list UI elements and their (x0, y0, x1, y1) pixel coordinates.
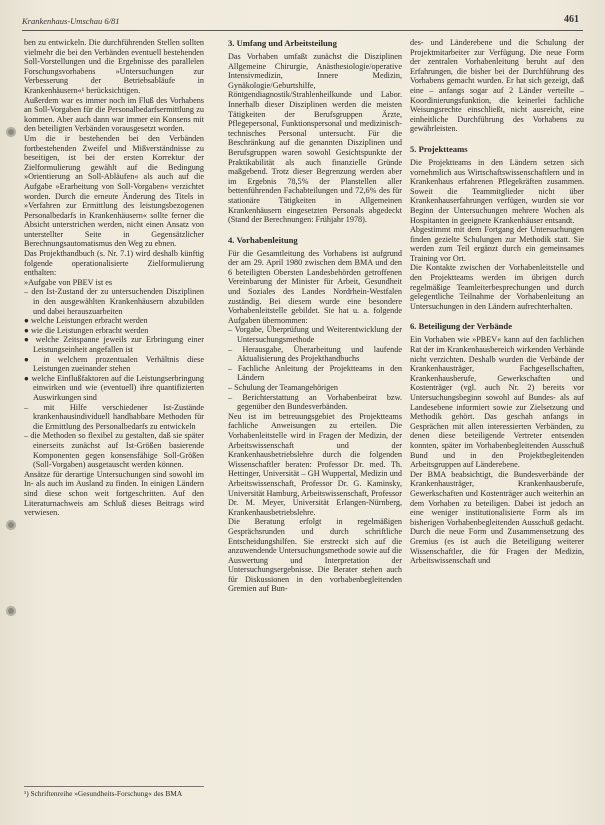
column-3 (410, 38, 584, 818)
paragraph: Um die ir bestehenden bei den Verbänden fortbestehenden Zweifel und Mißverständnisse zu beseitigen, ist bei der ersten Korrektur der Zielformulierung gewählt auf die Bedingung »Orientierung an Soll-Abläufen« als auch auf die Aufgabe »Erarbeitung von Soll-Vorgaben« verzichtet worden. Durch die erneute Änderung des Titels in »Verfahren zur Ermittlung des leistungsbezogenen Personalbedarfs in Krankenhäusern« sollte ferner die Absicht unterstrichen werden, nicht einen Ansatz von unterstellter Seite in Gegensätzlicher Berechnungsautomatismus den Weg zu ebnen. (24, 133, 204, 249)
paragraph: Der BMA beabsichtigt, die Bundesverbände der Krankenhausträger, Krankenhausberufe, Gewerkschaften und Kostenträger auch weiterhin an dem Vorhaben zu beteiligen. Dabei ist jedoch an eine weniger institutionalisierte Form als im bisherigen Vorhabenbegleitenden Ausschuß gedacht. Durch die neue Form und Zusammensetzung des Gremius (es ist auch die Beteiligung weiterer Wissenschaftler, die für Fragen der Medizin, Arbeitswissenschaft und (410, 469, 584, 566)
binder-hole (6, 606, 16, 616)
paragraph: »Aufgabe von PBEV ist es (24, 277, 113, 287)
list-item: ● welche Einflußfaktoren auf die Leistungserbringung einwirken und wie (eventuell) ihre quantifizierten Auswirkungen sind (24, 373, 204, 402)
paragraph: Abgestimmt mit dem Fortgang der Untersuchungen finden gezielte Schulungen zur Methodik statt. Sie werden zum Teil ergänzt durch ein gemeinsames Training vor Ort. (410, 225, 584, 263)
list-item: – die Methoden so flexibel zu gestalten, daß sie später einerseits zunächst auf Ist-Größen basierende Komponenten gegen konsensfähige Soll-Größen (Soll-Vorgaben) ausgetauscht werden können. (24, 431, 204, 470)
paragraph: Neu ist im betreuungsgebiet des Projektteams fachliche Anweisungen zu erteilen. Die Vorhabenleitstelle wird in Fragen der Medizin, der Arbeitswissenschaft und der Krankenhausbetriebslehre durch die folgenden Wissenschaftler beraten: Professor Dr. med. Th. Hettinger, Universität – GH Wuppertal, Medizin und Arbeitswissenschaft, Professor Dr. G. Kaminsky, Universität Hamburg, Arbeitswissenschaft, Professor Dr. M. Meyer, Universität Erlangen-Nürnberg, Krankenhausbetriebslehre. (228, 411, 402, 517)
paragraph: Die Kontakte zwischen der Vorhabenleitstelle und den Projektteams werden im übrigen durch regelmäßige Teamleiterbesprechungen und durch gelegentliche Teilnahme der Vorhabenleitung an Untersuchungen in den Ländern aufrechterhalten. (410, 263, 584, 311)
list-item: ● welche Zeitspanne jeweils zur Erbringung einer Leistungseinheit angefallen ist (24, 335, 204, 354)
list-item: ● wie die Leistungen erbracht werden (24, 325, 149, 335)
footnote: ¹) Schriftenreihe »Gesundheits-Forschung« des BMA (24, 786, 204, 799)
paragraph: des- und Länderebene und die Schulung der Projektmitarbeiter zur Verfügung. Die neue Form der zentralen Vorhabenleitung beruht auf den Erfahrungen, die bisher bei der Durchführung des Vorhabens gemacht wurden. Er hat sich gezeigt, daß eine – anfangs sogar auf 2 Länder verteilte – Koordinierungsfunktion, die keinerlei fachliche Weisungsrechte einschließt, nicht ausreicht, eine einheitliche Durchführung des Vorhabens zu gewährleisten. (410, 38, 584, 134)
paragraph: Ansätze für derartige Untersuchungen sind sowohl im In- als auch im Ausland zu finden. In einigen Ländern sind diese schon weit fortgeschritten. Auf den Literaturnachweis am Schluß dieses Beitrags wird verwiesen. (24, 469, 204, 518)
section-heading: 4. Vorhabenleitung (228, 234, 298, 245)
binder-hole (6, 127, 16, 137)
paragraph: Für die Gesamtleitung des Vorhabens ist aufgrund der am 29. April 1980 zwischen dem BMA und den 6 beteiligten Obersten Landesbehörden getroffenen Vereinbarung der Minister für Arbeit, Gesundheit und Soziales des Landes Nordrhein-Westfalen zuständig. Bei diesem wurde eine besondere Vorhabenleitstelle gebildet. Sie hat u. a. folgende Aufgaben übernommen: (228, 248, 402, 325)
paragraph: Die Beratung erfolgt in regelmäßigen Gesprächsrunden und durch schriftliche Entscheidungshilfen. Sie erstreckt sich auf die anzuwendende Untersuchungsmethode sowie auf die Auswertung und Interpretation der Untersuchungsergebnisse. Die Berater stehen auch für Diskussionen in den vorhabenbegleitenden Gremien auf Bun- (228, 517, 402, 594)
paragraph: Außerdem war es immer noch im Fluß des Vorhabens an Soll-Vorgaben für die Personalbedarfsermittlung zu kommen. Aber auch dann war immer ein Konsens mit den beteiligten Verbänden vorausgesetzt worden. (24, 95, 204, 134)
list-item: ● welche Leistungen erbracht werden (24, 316, 148, 326)
section-heading: 5. Projektteams (410, 143, 468, 154)
column-1 (24, 38, 204, 818)
list-item: – den Ist-Zustand der zu untersuchenden Disziplinen in den ausgewählten Krankenhäusern abzubilden und dabei herauszuarbeiten (24, 287, 204, 316)
list-item: – Herausgabe, Überarbeitung und laufende Aktualisierung des Projekthandbuchs (228, 344, 402, 364)
column-2 (228, 38, 402, 818)
list-item: – Vorgabe, Überprüfung und Weiterentwicklung der Untersuchungsmethode (228, 325, 402, 345)
header-rule (22, 30, 583, 31)
paragraph: Das Projekthandbuch (s. Nr. 7.1) wird deshalb künftig folgende operationalisierte Zielformulierung enthalten: (24, 249, 204, 278)
list-item: – Schulung der Teamangehörigen (228, 383, 339, 392)
section-heading: 3. Umfang und Arbeitsteilung (228, 38, 337, 48)
list-item: – Berichterstattung an Vorhabenbeirat bzw. gegenüber den Bundesverbänden. (228, 392, 402, 412)
paragraph: Die Projektteams in den Ländern setzen sich vornehmlich aus Wirtschaftswissenschaftlern und in Krankenhaus erfahrenen Pflegekräften zusammen. Soweit die Teammitglieder nicht über Krankenhauserfahrungen verfügen, wurden sie vor Beginn der Untersuchungen mehrere Wochen als Hospitanten in geeignete Krankenhäuser entsandt. (410, 157, 584, 225)
section-heading: 6. Beteiligung der Verbände (410, 321, 513, 332)
running-header (22, 14, 583, 28)
paragraph: Ein Vorhaben wie »PBEV« kann auf den fachlichen Rat der im Krankenhausbereich wirkenden Verbände nicht verzichten. Deshalb wurden die Verbände der Krankenhausträger, Fachgesellschaften, Krankenhausberufe, Gewerkschaften und Kostenträger (vgl. auch Nr. 2) bereits vor Untersuchungsbeginn sowohl auf Bundes- als auf Landesebene informiert sowie zur Zielsetzung und Methodik gehört. Das geschah anfangs in Gesprächen mit allen interessierten Verbänden, zu denen diese beteiligende Vertreter entsenden konnten, später im Vorhabenbegleitenden Ausschuß Bund und in den Projektbegleitenden Arbeitsgruppen auf Länderebene. (410, 335, 584, 470)
paragraph: ben zu entwickeln. Die durchführenden Stellen sollten vielmehr die bei den Verbänden eventuell bestehenden Soll-Vorstellungen und die Ergebnisse des parallelen Forschungsvorhabens »Untersuchungen zur Verbesserung der Betriebsabläufe in Krankenhäusern«¹ berücksichtigen. (24, 38, 204, 95)
journal-title: Krankenhaus-Umschau 6/81 (22, 16, 120, 26)
list-item: ● in welchem prozentualen Verhältnis diese Leistungen zueinander stehen (24, 354, 204, 374)
list-item: – Fachliche Anleitung der Projektteams in den Ländern (228, 363, 402, 383)
list-item: – mit Hilfe verschiedener Ist-Zustände krankenhausindividuell handhabbare Methoden für die Ermittlung des Personalbedarfs zu entwickeln (24, 402, 204, 431)
paragraph: Das Vorhaben umfaßt zunächst die Disziplinen Allgemeine Chirurgie, Anästhesiologie/operative Intensivmedizin, Innere Medizin, Gynäkologie/Geburtshilfe, Röntgendiagnostik/Strahlenheilkunde und Labor. Innerhalb dieser Disziplinen werden die meisten Tätigkeiten der Berufsgruppen Ärzte, Pflegepersonal, Funktionspersonal und medizinisch-technisches Personal untersucht. Für die Beschränkung auf die genannten Disziplinen und Berufsgruppen waren sowohl Gesichtspunkte der Praktikabilität als auch finanzielle Gründe maßgebend. Trotz dieser Begrenzung werden aber im Ergebnis 78,5% der Planstellen aller bettenführenden Fachabteilungen und 72,6% des für stationäre Tätigkeiten in Allgemeinen Krankenhäusern eingesetzten Personals abgedeckt (Stand der Berechnungen: Frühjahr 1978). (228, 52, 402, 225)
page-number: 461 (564, 14, 579, 25)
binder-hole (6, 520, 16, 530)
